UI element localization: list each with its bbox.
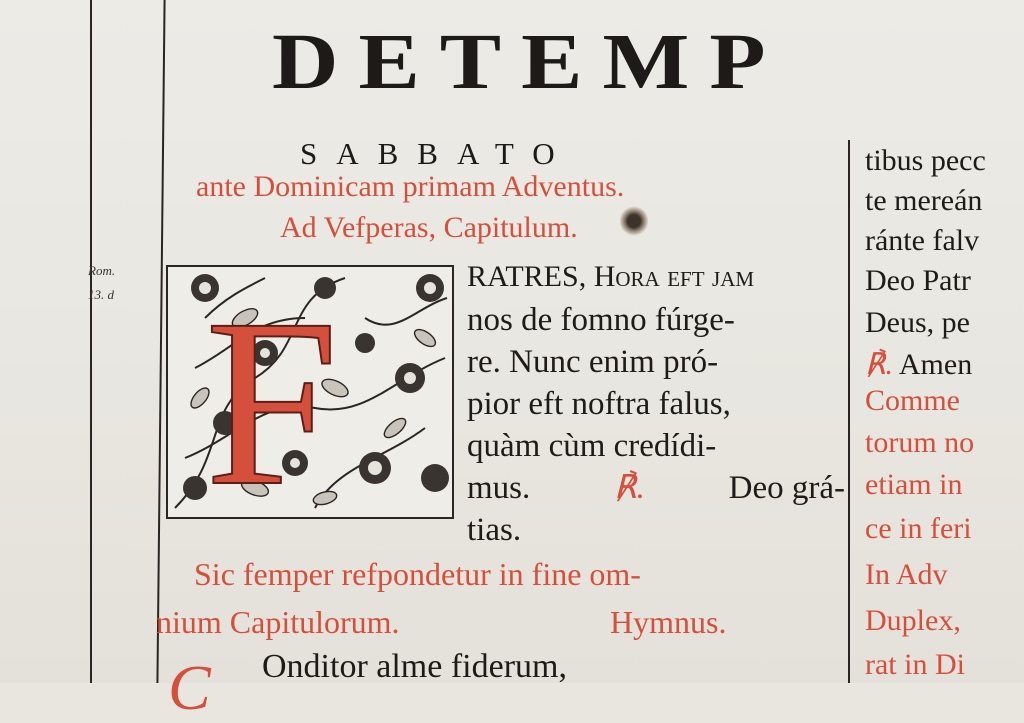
response-symbol: ℟. bbox=[614, 470, 645, 506]
body-line-6 bbox=[467, 472, 845, 505]
right-line-3: ránte falv bbox=[865, 224, 980, 257]
hymn-label: Hymnus. bbox=[610, 604, 727, 640]
right-line-8: torum no bbox=[865, 426, 975, 459]
right-column bbox=[860, 0, 1024, 683]
body-line-2: nos de fomno fúrge- bbox=[467, 302, 735, 338]
column-divider-rule bbox=[848, 140, 850, 683]
body-line-7: tias. bbox=[467, 512, 522, 548]
decorated-initial bbox=[165, 258, 455, 523]
right-line-12: Duplex, bbox=[865, 604, 961, 637]
margin-reference-line1: Rom. bbox=[88, 263, 116, 278]
right-line-2: te mereán bbox=[865, 184, 983, 217]
right-line-11: In Adv bbox=[865, 558, 948, 591]
right-amen: Amen bbox=[898, 348, 973, 381]
body-line-6-end: Deo grá- bbox=[728, 470, 845, 506]
right-line-6 bbox=[865, 350, 972, 380]
body-line-5: quàm cùm credídi- bbox=[467, 428, 717, 464]
floral-initial-artwork bbox=[165, 258, 455, 523]
hymn-drop-initial: C bbox=[168, 652, 211, 723]
right-line-9: etiam in bbox=[865, 468, 963, 501]
body-line-3: re. Nunc enim pró- bbox=[467, 344, 719, 380]
initial-letter: F bbox=[205, 269, 339, 523]
insect-speck bbox=[620, 205, 648, 237]
hymn-first-line: Onditor alme fiderum, bbox=[262, 648, 567, 685]
section-heading: SABBATO bbox=[300, 136, 574, 171]
right-line-13: rat in Di bbox=[865, 648, 965, 681]
rubric-line-1: ante Dominicam primam Adventus. bbox=[196, 170, 625, 203]
footer-rubric-line-1: Sic femper refpondetur in fine om- bbox=[194, 556, 641, 592]
body-line-1-text: RATRES, Hora eft jam bbox=[467, 260, 755, 293]
footer-rubric-line-2-a: nium Capitulorum. bbox=[156, 604, 400, 640]
right-line-7: Comme bbox=[865, 384, 960, 417]
rubric-line-2: Ad Vefperas, Capitulum. bbox=[280, 211, 578, 244]
right-line-4: Deo Patr bbox=[865, 264, 971, 297]
right-response-symbol: ℟. bbox=[865, 348, 894, 381]
right-line-1: tibus pecc bbox=[865, 144, 986, 177]
right-line-5: Deus, pe bbox=[865, 306, 970, 339]
running-title: DETEMP bbox=[272, 17, 786, 106]
body-line-1 bbox=[467, 262, 845, 292]
body-line-4: pior eft noftra falus, bbox=[467, 386, 731, 422]
outer-margin-rule bbox=[90, 0, 92, 683]
margin-reference-line2: 13. d bbox=[88, 287, 114, 302]
body-line-6-start: mus. bbox=[467, 470, 531, 506]
right-line-10: ce in feri bbox=[865, 512, 972, 545]
